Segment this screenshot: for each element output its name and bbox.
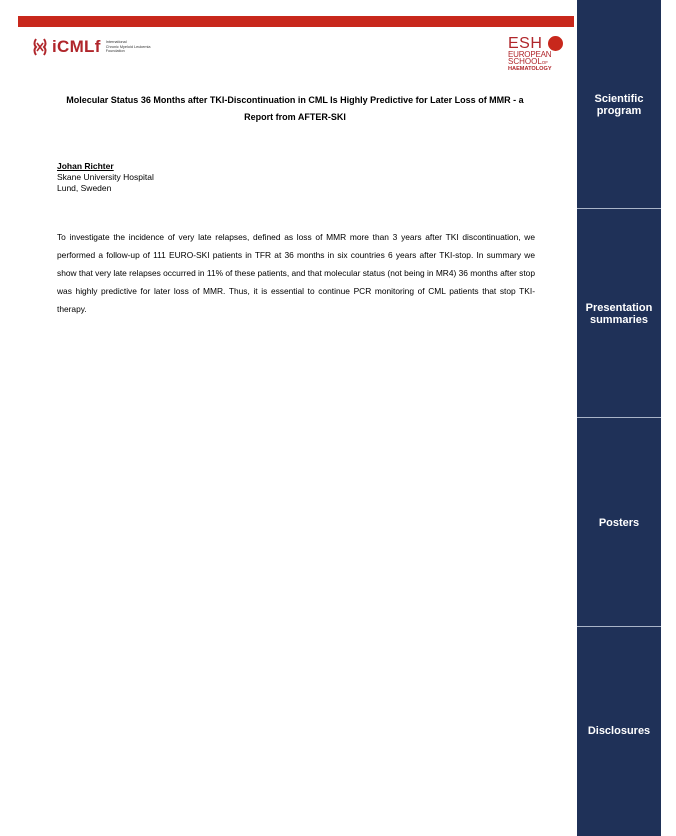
sidebar-item-label: Disclosures bbox=[587, 725, 651, 737]
esh-logo bbox=[508, 36, 564, 74]
esh-haematology: HAEMATOLOGY bbox=[508, 66, 552, 72]
sidebar-item-label: program bbox=[596, 105, 642, 117]
header-red-bar bbox=[18, 16, 574, 27]
author-affiliation: Skane University Hospital bbox=[57, 172, 154, 182]
esh-european: EUROPEAN bbox=[508, 50, 552, 59]
author-location: Lund, Sweden bbox=[57, 183, 112, 193]
esh-letters: ESH bbox=[508, 35, 543, 52]
sidebar-item-presentation-summaries[interactable] bbox=[577, 209, 661, 416]
esh-school-word: SCHOOL bbox=[508, 57, 542, 66]
esh-of: OF bbox=[541, 60, 549, 65]
abstract-text: To investigate the incidence of very late relapses, defined as loss of MMR more than 3 years after TKI discontinuation, we performed a follow-up of 111 EURO-SKI patients in TFR at 36 months in six countries 6 years after TKI-stop. In summary we show that very late relapses occurred in 11% of these patients, and that molecular status (not being in MR4) 36 months after stop was highly predictive for later loss of MMR. Thus, it is essential to continue PCR monitoring of CML patients that stop TKI-therapy. bbox=[57, 232, 535, 314]
author-block bbox=[57, 161, 154, 194]
icmlf-figure-icon bbox=[32, 37, 48, 57]
article-title: Molecular Status 36 Months after TKI-Discontinuation in CML Is Highly Predictive for Later Loss of MMR - a Report from AFTER-SKI bbox=[66, 95, 524, 122]
sidebar-item-label: Presentation bbox=[585, 302, 653, 314]
icmlf-wordmark: iCMLf bbox=[52, 37, 101, 56]
author-name: Johan Richter bbox=[57, 161, 114, 171]
icmlf-subtitle: International Chronic Myeloid Leukemia Foundation bbox=[105, 40, 151, 54]
sidebar-item-label: Scientific bbox=[594, 93, 644, 105]
sidebar-item-label: summaries bbox=[589, 314, 649, 326]
esh-red-dot-icon bbox=[548, 36, 563, 51]
sidebar-item-disclosures[interactable] bbox=[577, 627, 661, 834]
icmlf-logo bbox=[32, 36, 150, 58]
sidebar-item-posters[interactable] bbox=[577, 418, 661, 625]
sidebar-nav bbox=[577, 0, 661, 836]
sidebar-item-scientific-program[interactable] bbox=[577, 0, 661, 207]
sidebar-item-label: Posters bbox=[598, 517, 640, 529]
